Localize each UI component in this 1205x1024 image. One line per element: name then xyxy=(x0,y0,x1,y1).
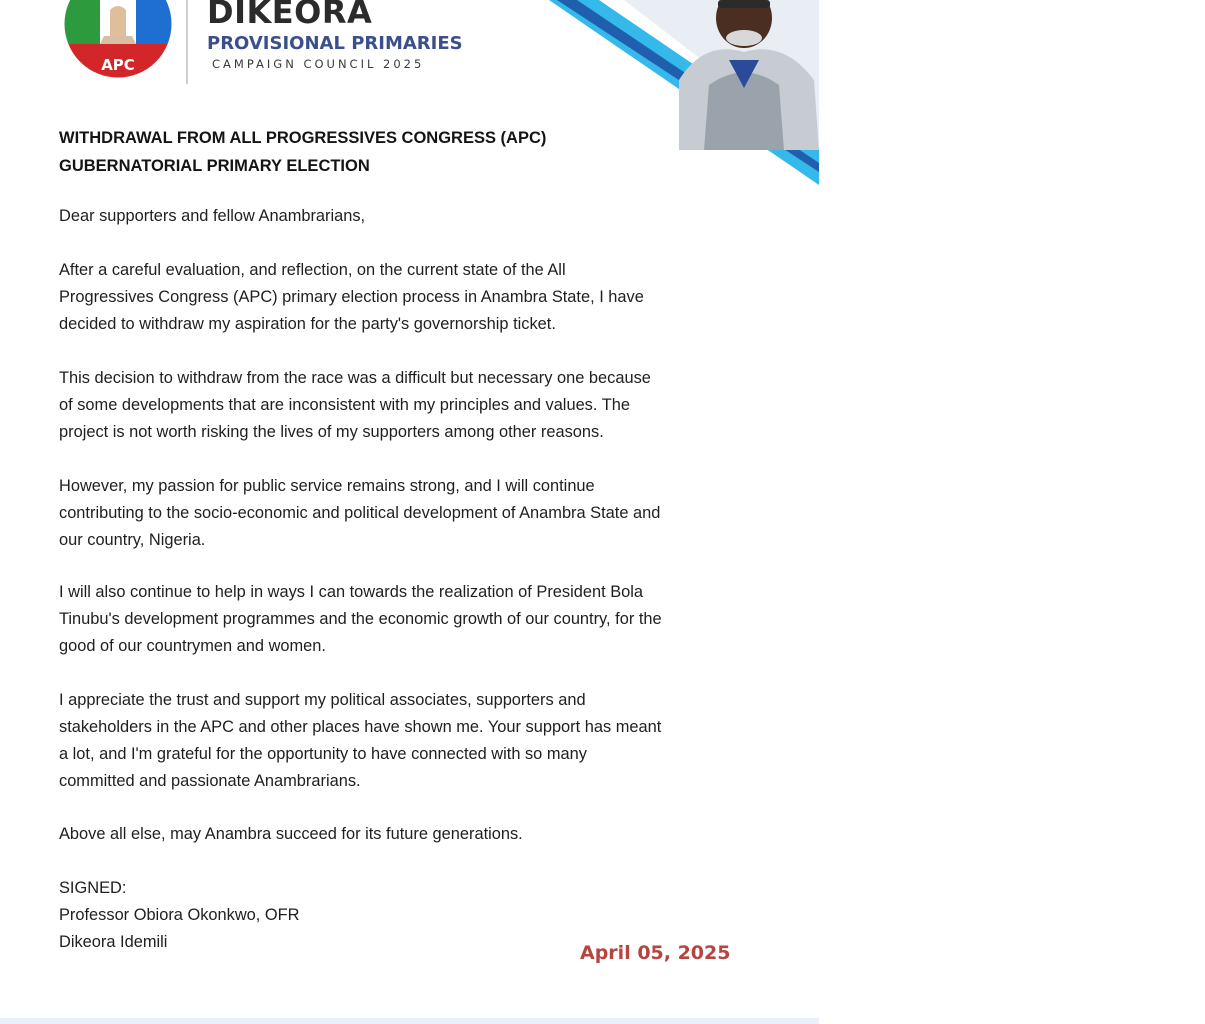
closing-line: Above all else, may Anambra succeed for its future generations. xyxy=(59,825,523,843)
salutation: Dear supporters and fellow Anambrarians, xyxy=(59,207,366,225)
paragraph: I will also continue to help in ways I can towards the realization of President Bola Tinubu's development programmes and the economic growth of our country, for the good of our countrymen and women. xyxy=(59,583,662,655)
paragraph: After a careful evaluation, and reflection, on the current state of the All Progressives Congress (APC) primary election process in Anambra State, I have decided to withdraw my aspiration for the party's governorship ticket. xyxy=(59,261,644,333)
signature-name: Professor Obiora Okonkwo, OFR xyxy=(59,906,300,924)
letter-date: April 05, 2025 xyxy=(580,942,731,964)
brand-subtitle: PROVISIONAL PRIMARIES xyxy=(207,33,463,54)
portrait-banner xyxy=(529,0,1205,185)
paragraph: However, my passion for public service remains strong, and I will continue contributing to the socio-economic and political development of Anambra State and our country, Nigeria. xyxy=(59,477,661,549)
page-bottom-edge xyxy=(0,1018,819,1024)
title-line: WITHDRAWAL FROM ALL PROGRESSIVES CONGRESS (APC) xyxy=(59,129,547,147)
signature-title: Dikeora Idemili xyxy=(59,933,168,951)
paragraph: I appreciate the trust and support my political associates, supporters and stakeholders in the APC and other places have shown me. Your support has meant a lot, and I'm grateful for the opportunity to have connected with so many committed and passionate Anambrarians. xyxy=(59,691,662,790)
logo-text: APC xyxy=(101,56,135,74)
portrait-caption: PROF OBIORA OKONKWO OFR xyxy=(1114,6,1205,77)
paragraph: This decision to withdraw from the race was a difficult but necessary one because of some developments that are inconsistent with my principles and values. The project is not worth risking the lives of my supporters among other reasons. xyxy=(59,369,651,441)
apc-logo xyxy=(60,0,176,82)
brand-tagline: CAMPAIGN COUNCIL 2025 xyxy=(212,57,425,71)
brand-name: DIKEORA xyxy=(207,0,373,31)
signature-label: SIGNED: xyxy=(59,879,127,897)
header-divider xyxy=(186,0,188,84)
letter-title xyxy=(59,124,546,180)
title-line: GUBERNATORIAL PRIMARY ELECTION xyxy=(59,157,370,175)
